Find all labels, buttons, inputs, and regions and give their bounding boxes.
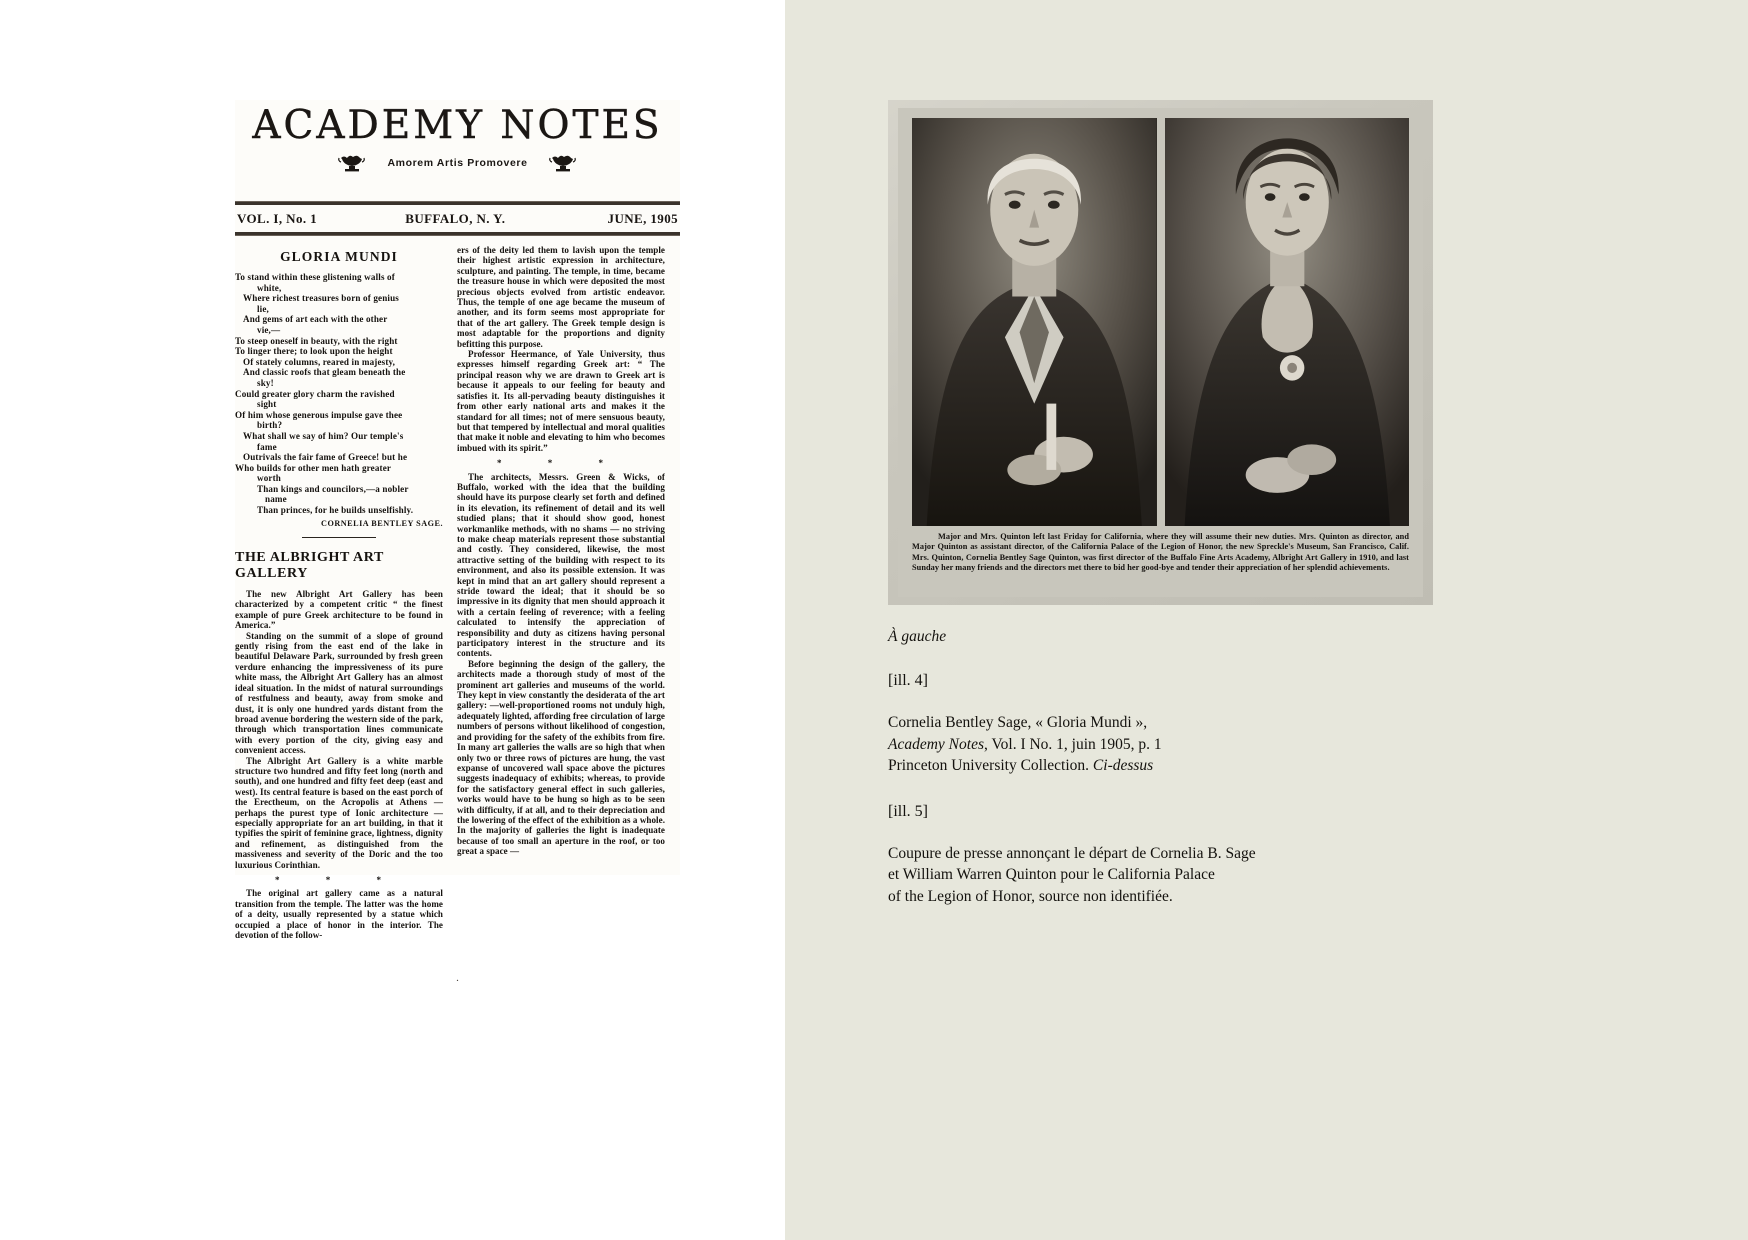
paragraph: The new Albright Art Gallery has been characterized by a competent critic “ the finest example of pure Greek architecture to be found in America.” [235, 589, 443, 631]
caption-ill4-line3: Princeton University Collection. [888, 757, 1093, 774]
clipping-body [898, 108, 1423, 597]
poem-line: sky! [257, 377, 274, 388]
caption-ill4-cidessus: Ci-dessus [1092, 757, 1154, 774]
article-column-two-text [457, 245, 665, 857]
issue-date: JUNE, 1905 [607, 211, 678, 226]
article-column-one-text [235, 589, 443, 940]
poem-body [235, 272, 443, 516]
article-heading: THE ALBRIGHT ART GALLERY [235, 550, 384, 582]
masthead-title: ACADEMY NOTES [252, 103, 663, 148]
paragraph: Standing on the summit of a slope of ground gently rising from the east end of the lake in beautiful Delaware Park, surrounded by fresh green verdure enhancing the impressiveness of its pure white mass, the Albright Art Gallery has an almost ideal situation. In the midst of natural surroundings of restfulness and beauty, away from smoke and dust, it is only one hundred yards distant from the broad avenue bordering the western side of the park, through which transportation lines communicate with every portion of the city, giving easy and convenient access. [235, 630, 443, 756]
issue-city: BUFFALO, N. Y. [405, 211, 506, 226]
poem-line: lie, [257, 303, 269, 314]
issue-volume: VOL. I, No. 1 [237, 211, 318, 226]
poem-line: To steep oneself in beauty, with the right [235, 335, 398, 346]
article-columns [235, 245, 680, 940]
poem-line: Than kings and councilors,—a nobler [257, 483, 409, 494]
poem-line: And classic roofs that gleam beneath the [243, 367, 406, 378]
masthead [235, 100, 680, 192]
portrait-pair [912, 118, 1409, 526]
poem-line: birth? [257, 420, 283, 431]
urn-left-icon [337, 153, 367, 173]
caption-ill5-line3: of the Legion of Honor, source non identifiée. [888, 887, 1173, 905]
issue-line [235, 205, 680, 232]
poem-line: To stand within these glistening walls of [235, 272, 395, 282]
poem-line: What shall we say of him? Our temple's [243, 430, 404, 441]
right-cream-panel [785, 0, 1748, 1240]
poem-byline: CORNELIA BENTLEY SAGE. [321, 518, 443, 528]
poem-line: name [265, 494, 287, 505]
paragraph: The Albright Art Gallery is a white marble structure two hundred and fifty feet long (north and south), and one hundred and fifty feet deep (east and west). Its central feature is based on the east porch of the Erectheum, on the Acropolis at Athens — perhaps the purest type of Ionic architecture — especially appropriate for an art building, in that it typifies the spirit of feminine grace, lightness, dignity and refinement, as distinguished from the massiveness and severity of the Doric and the too luxurious Corinthian. [235, 755, 443, 870]
poem-line: And gems of art each with the other [243, 314, 388, 325]
poem-line: Who builds for other men hath greater [235, 462, 392, 473]
poem-line: Than princes, for he builds unselfishly. [257, 505, 414, 516]
poem-line: white, [257, 282, 282, 293]
paragraph: Professor Heermance, of Yale University, thus expresses himself regarding Greek art: “ The principal reason why we are drawn to Greek art is because it appeals to our feeling for beauty and satisfies it. Its all-pervading beauty distinguishes it from other early national arts and makes it the standard for all times; not of mere sensuous beauty, but that tempered by intellectual and moral qualities that make it noble and elevating to him who becomes imbued with its spirit.” [457, 349, 665, 453]
poem-line: Could greater glory charm the ravished [235, 388, 395, 399]
caption-ill4-journal: Academy Notes [888, 735, 984, 753]
poem-line: Outrivals the fair fame of Greece! but he [243, 452, 408, 463]
paragraph: Before beginning the design of the gallery, the architects made a thorough study of most of the prominent art galleries and museums of the world. They kept in view constantly the desiderata of the art gallery: —well-proportioned rooms not unduly high, adequately lighted, affording free circulation of large numbers of persons without likelihood of congestion, and providing for the safety of the exhibits from fire. In many art galleries the walls are so high that when only two or three rows of pictures are hung, the vast expanse of uncovered wall space above the pictures suggests inadequacy of exhibits; whereas, to provide for the satisfactory general effect in such galleries, works would have to be hung so high as to be seen with difficulty, if at all, and to their depreciation and the lowering of the effect of the exhibition as a whole. In the majority of galleries the light is inadequate because of too small an aperture in the roof, or too great a space — [457, 658, 665, 857]
caption-ill4-text [888, 712, 1448, 777]
poem-line: Of stately columns, reared in majesty, [243, 356, 396, 367]
paragraph: ers of the deity led them to lavish upon the temple their highest artistic expression in architecture, sculpture, and painting. The temple, in time, became the treasure house in which were deposited the most precious objects evolved from artistic endeavor. Thus, the temple of one age became the museum of another, and its form seems most appropriate for that of the art gallery. The Greek temple design is most adaptable for the proportions and dignity befitting this purpose. [457, 245, 665, 349]
masthead-motto-row [235, 153, 680, 173]
poem-line: fame [257, 441, 277, 452]
poem-line: worth [257, 473, 281, 484]
page-bottom-dot: . [456, 972, 459, 985]
urn-right-icon [548, 153, 578, 173]
caption-a-gauche: À gauche [888, 628, 947, 645]
clipping-caption-text: Major and Mrs. Quinton left last Friday for California, where they will assume their new duties. Mrs. Quinton as director, and Major Quinton as assistant director, of the California Palace of the Legion of Honor, the new Spreckle's Museum, San Francisco, Calif. Mrs. Quinton, Cornelia Bentley Sage Quinton, was first director of the Buffalo Fine Arts Academy, Albright Art Gallery in 1910, and last Sunday her many friends and the directors met there to bid her good-bye and tender their appreciation of her splendid achievements. [912, 532, 1409, 572]
poem-line: sight [257, 399, 277, 410]
caption-ill5-line2: et William Warren Quinton pour le California Palace [888, 866, 1215, 883]
caption-ill5-label: [ill. 5] [888, 802, 928, 820]
portrait-major-quinton [912, 118, 1157, 526]
academy-notes-scan [235, 100, 680, 985]
poem-line: To linger there; to look upon the height [235, 346, 393, 357]
figure-caption-block [888, 628, 1448, 907]
newspaper-clipping-photo [888, 100, 1433, 605]
left-white-panel [0, 0, 785, 1240]
masthead-rule-bottom [235, 232, 680, 236]
poem-line: vie,— [257, 324, 281, 335]
section-divider-rule [302, 537, 376, 538]
caption-ill4-label: [ill. 4] [888, 672, 928, 689]
poem-heading: GLORIA MUNDI [280, 249, 398, 264]
star-divider: * * * [275, 875, 403, 886]
column-one [235, 245, 443, 940]
poem-line: Where richest treasures born of genius [243, 293, 399, 304]
caption-ill4-line2-rest: , Vol. I No. 1, juin 1905, p. 1 [983, 735, 1162, 753]
clipping-caption [912, 532, 1409, 573]
column-two [457, 245, 665, 940]
poem-line: Of him whose generous impulse gave thee [235, 409, 403, 420]
star-divider: * * * [497, 458, 625, 469]
paragraph: The architects, Messrs. Green & Wicks, of Buffalo, worked with the idea that the building should have its purpose clearly set forth and defined in its elevation, its refinement of detail and its well studied plans; that it should show good, honest workmanlike methods, with no shams — no striving to make cheap materials represent those substantial and costly. They considered, likewise, the most attractive setting of the building with respect to its environment, and also its possible extension. It was kept in mind that an art gallery should represent a stride toward the ideal; that it should be so impressive in its dignity that men should approach it with a certain feeling of reverence; with a feeling calculated to intensify the appreciation of responsibility and duty as citizens having personal participatory interest in the structure and its contents. [457, 471, 665, 659]
caption-ill5-text [888, 843, 1448, 908]
caption-ill5-line1: Coupure de presse annonçant le départ de Cornelia B. Sage [888, 844, 1256, 862]
caption-ill4-line1: Cornelia Bentley Sage, « Gloria Mundi », [888, 714, 1148, 731]
masthead-motto: Amorem Artis Promovere [387, 157, 528, 169]
portrait-mrs-quinton [1165, 118, 1410, 526]
paragraph: The original art gallery came as a natural transition from the temple. The latter was the home of a deity, usually represented by a statue which occupied a place of honor in the interior. The devotion of the follow- [235, 888, 443, 941]
